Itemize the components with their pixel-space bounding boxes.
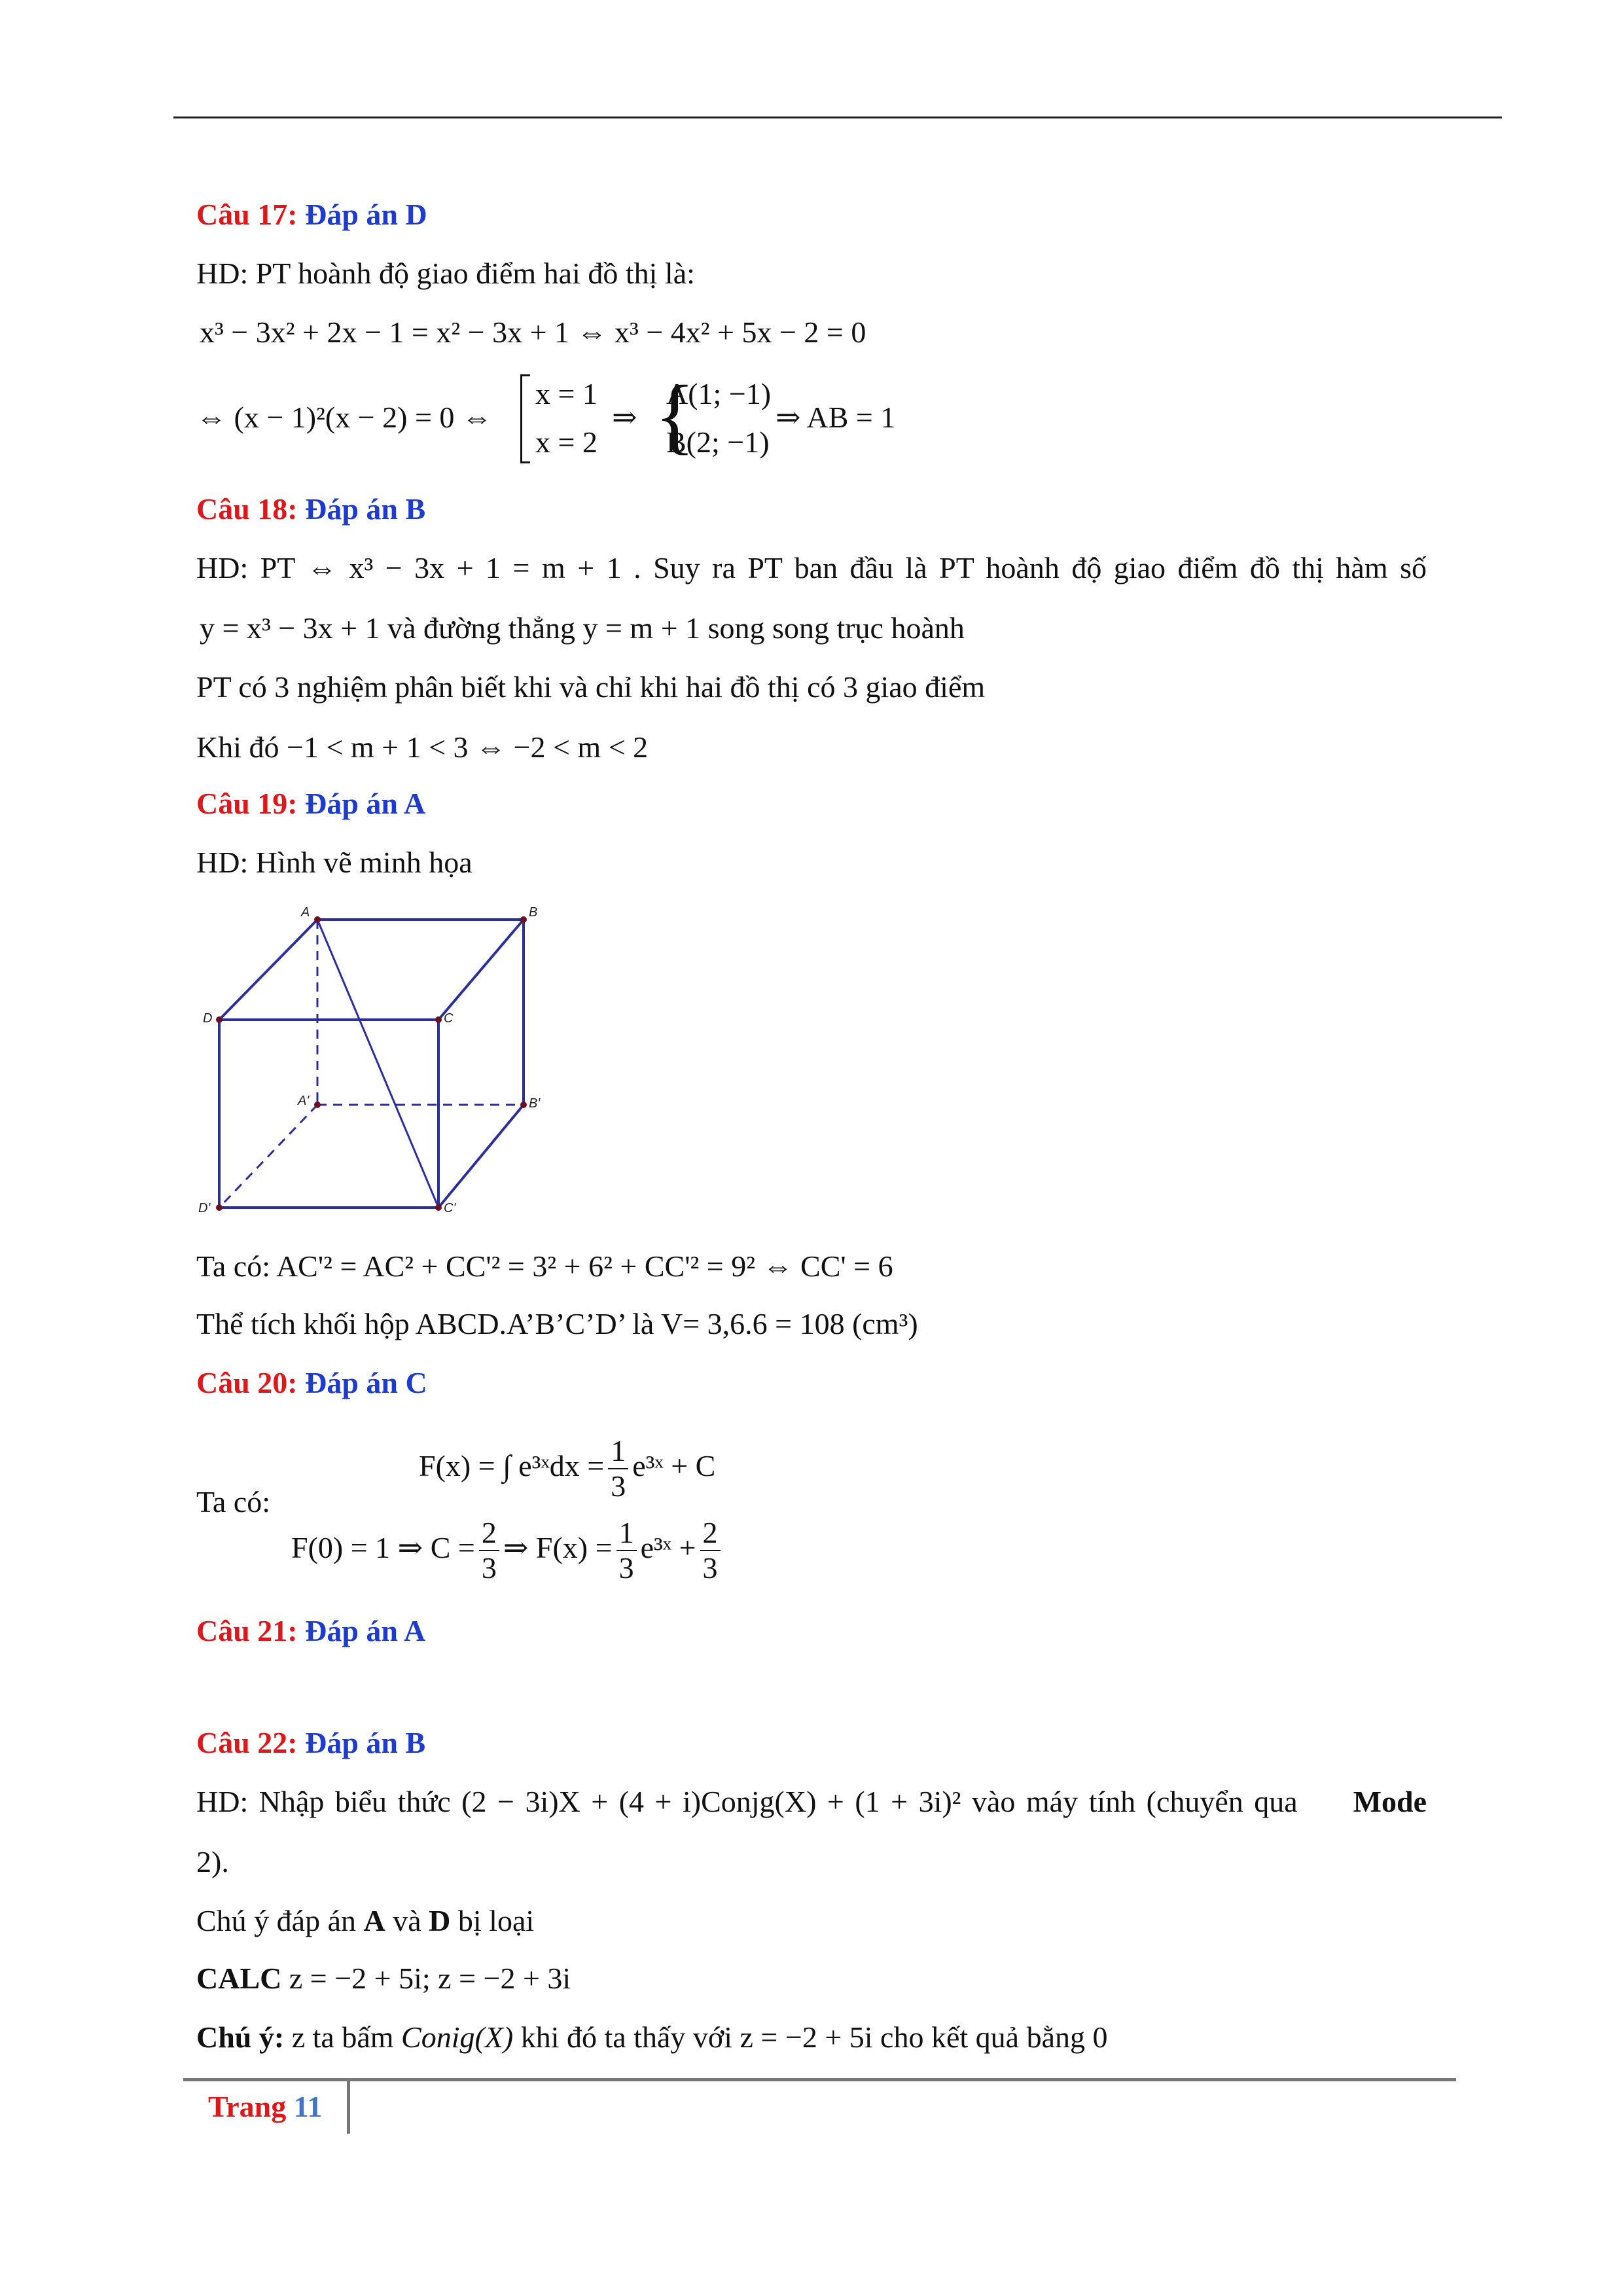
label-B: B bbox=[529, 905, 538, 920]
page-number: 11 bbox=[293, 2090, 323, 2123]
q22-line3: Chú ý đáp án A và D bị loại bbox=[196, 1904, 535, 1937]
conjg-function: Conig(X) bbox=[401, 2020, 514, 2054]
q18-line2: y = x³ − 3x + 1 và đường thẳng y = m + 1 song song trục hoành bbox=[200, 611, 965, 645]
q22-calc bbox=[196, 1959, 571, 1998]
q17-arrow: ⇒ bbox=[612, 401, 637, 434]
q17-hd: HD: PT hoành độ giao điểm hai đồ thị là: bbox=[196, 257, 695, 290]
question-number: Câu 18: bbox=[196, 492, 298, 526]
fraction-2-3: $\frac{2}{3}$ bbox=[479, 1516, 499, 1585]
q22-note: Chú ý: z ta bấm Conig(X) khi đó ta thấy với z = −2 + 5i cho kết quả bằng 0 bbox=[196, 2020, 1108, 2054]
edge-BC bbox=[438, 920, 524, 1020]
q20-ta-co: Ta có: bbox=[196, 1485, 271, 1518]
vertex-A1 bbox=[314, 1102, 321, 1108]
q22-line1 bbox=[196, 1782, 1427, 1821]
header-rule bbox=[173, 117, 1502, 118]
vertex-C bbox=[435, 1016, 442, 1023]
label-A1: A' bbox=[298, 1094, 310, 1108]
q17-eq1: x³ − 3x² + 2x − 1 = x² − 3x + 1 ⇔ x³ − 4x² + 5x − 2 = 0 bbox=[200, 315, 866, 349]
answer-label: Đáp án B bbox=[305, 1726, 426, 1759]
eq2-left: F(0) = 1 ⇒ C = bbox=[291, 1531, 475, 1564]
note-label: Chú ý: bbox=[196, 2020, 285, 2054]
label-B1: B' bbox=[529, 1096, 541, 1111]
option-d: D bbox=[429, 1904, 451, 1937]
edge-AD-hidden bbox=[219, 1105, 317, 1208]
q17-case1: x = 1 bbox=[535, 377, 597, 410]
answer-label: Đáp án A bbox=[305, 1614, 426, 1647]
q18-line4: Khi đó −1 < m + 1 < 3 ⇔ −2 < m < 2 bbox=[196, 730, 649, 764]
answer-label: Đáp án A bbox=[305, 787, 426, 820]
cube-figure bbox=[196, 897, 576, 1224]
q17-result: ⇒ AB = 1 bbox=[776, 401, 896, 434]
calc-keyword: CALC bbox=[196, 1962, 282, 1995]
q19-eq2: Thể tích khối hộp ABCD.A’B’C’D’ là V= 3,6.6 = 108 (cm³) bbox=[196, 1307, 918, 1340]
edge-AD bbox=[219, 920, 317, 1020]
eq1-right: e³ˣ + C bbox=[632, 1449, 716, 1482]
label-D1: D' bbox=[198, 1201, 211, 1215]
option-a: A bbox=[363, 1904, 385, 1937]
label-A: A bbox=[301, 905, 310, 920]
q18-title bbox=[196, 490, 425, 529]
q19-hd: HD: Hình vẽ minh họa bbox=[196, 846, 473, 879]
vertex-D1 bbox=[216, 1204, 223, 1211]
answer-label: Đáp án B bbox=[305, 492, 426, 526]
q20-title bbox=[196, 1363, 427, 1403]
question-number: Câu 17: bbox=[196, 198, 298, 231]
q20-eq1 bbox=[419, 1430, 715, 1503]
q17-point2: B(2; −1) bbox=[666, 425, 770, 459]
fraction-1-3: $\frac{1}{3}$ bbox=[608, 1434, 628, 1503]
q17-point1: A(1; −1) bbox=[666, 377, 772, 410]
q18-line1: HD: PT ⇔ x³ − 3x + 1 = m + 1 . Suy ra PT ban đầu là PT hoành độ giao điểm đồ thị hàm số bbox=[196, 551, 1427, 584]
q22-title bbox=[196, 1723, 425, 1763]
label-C: C bbox=[444, 1011, 454, 1026]
q20-eq2 bbox=[291, 1512, 724, 1585]
eq1-left: F(x) = ∫ e³ˣdx = bbox=[419, 1449, 605, 1482]
page-footer bbox=[208, 2089, 322, 2124]
q21-title bbox=[196, 1611, 425, 1651]
diagonal-AC bbox=[317, 920, 438, 1208]
q17-case2: x = 2 bbox=[535, 425, 597, 459]
page-label: Trang bbox=[208, 2090, 287, 2123]
q22-line1-text: HD: Nhập biểu thức (2 − 3i)X + (4 + i)Conjg(X) + (1 + 3i)² vào máy tính (chuyển qua bbox=[196, 1785, 1298, 1818]
question-number: Câu 21: bbox=[196, 1614, 298, 1647]
vertex-C1 bbox=[435, 1204, 442, 1211]
eq2-exp: e³ˣ + bbox=[640, 1531, 696, 1564]
vertex-A bbox=[314, 916, 321, 923]
fraction-1-3b: $\frac{1}{3}$ bbox=[616, 1516, 637, 1585]
question-number: Câu 20: bbox=[196, 1366, 298, 1399]
label-C1: C' bbox=[444, 1201, 456, 1215]
calc-expression: z = −2 + 5i; z = −2 + 3i bbox=[289, 1962, 571, 1995]
label-D: D bbox=[203, 1011, 213, 1026]
answer-label: Đáp án D bbox=[305, 198, 427, 231]
answer-label: Đáp án C bbox=[305, 1366, 427, 1399]
eq2-mid: ⇒ F(x) = bbox=[503, 1531, 613, 1564]
vertex-B1 bbox=[520, 1102, 527, 1108]
q19-eq1: Ta có: AC'² = AC² + CC'² = 3² + 6² + CC'² = 9² ⇔ CC' = 6 bbox=[196, 1249, 893, 1283]
q18-line3: PT có 3 nghiệm phân biết khi và chỉ khi hai đồ thị có 3 giao điểm bbox=[196, 670, 986, 704]
edge-BC-bottom bbox=[438, 1105, 524, 1208]
vertex-B bbox=[520, 916, 527, 923]
case-bracket bbox=[520, 374, 530, 463]
q17-title bbox=[196, 195, 427, 234]
fraction-2-3b: $\frac{2}{3}$ bbox=[700, 1516, 721, 1585]
q19-title bbox=[196, 784, 425, 823]
question-number: Câu 22: bbox=[196, 1726, 298, 1759]
question-number: Câu 19: bbox=[196, 787, 298, 820]
footer-rule bbox=[183, 2078, 1456, 2081]
mode-keyword: Mode bbox=[1353, 1785, 1427, 1818]
footer-divider bbox=[347, 2081, 350, 2134]
q22-line2: 2). bbox=[196, 1845, 229, 1878]
system-brace: { bbox=[654, 368, 696, 463]
q17-eq2-left: ⇔ (x − 1)²(x − 2) = 0 ⇔ bbox=[196, 401, 492, 434]
vertex-D bbox=[216, 1016, 223, 1023]
